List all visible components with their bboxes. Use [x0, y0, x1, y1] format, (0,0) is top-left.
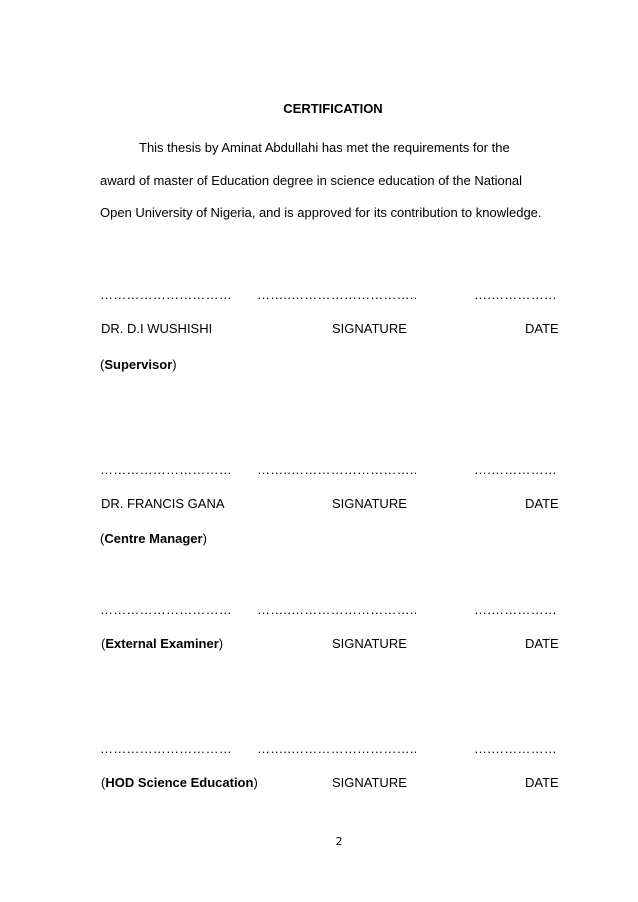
- role-text: Centre Manager: [104, 531, 203, 546]
- signature-line-signature: ……..………………………..: [257, 741, 418, 756]
- paragraph-line-2: award of master of Education degree in science education of the National: [100, 173, 523, 188]
- signature-label: SIGNATURE: [332, 636, 407, 651]
- signature-line-date: ….……………: [474, 602, 558, 617]
- signatory-name: DR. FRANCIS GANA: [101, 496, 225, 511]
- role-open-paren: (: [100, 357, 105, 372]
- signature-line-name: …………………………: [100, 287, 232, 302]
- signature-label: SIGNATURE: [332, 775, 407, 790]
- role-close-paren: ): [172, 357, 177, 372]
- paragraph-line-3: Open University of Nigeria, and is approved for its contribution to knowledge.: [100, 205, 542, 220]
- role-open-paren: (: [101, 775, 106, 790]
- signature-line-date: ….……………: [474, 741, 558, 756]
- role-open-paren: (: [100, 531, 105, 546]
- role-text: External Examiner: [105, 636, 219, 651]
- page-number: 2: [335, 835, 343, 848]
- role-text: HOD Science Education: [105, 775, 254, 790]
- signatory-role: [101, 775, 258, 790]
- role-text: Supervisor: [104, 357, 173, 372]
- signatory-name: DR. D.I WUSHISHI: [101, 321, 213, 336]
- date-label: DATE: [525, 775, 559, 790]
- role-close-paren: ): [218, 636, 224, 651]
- signature-line-date: ….……………: [474, 287, 558, 302]
- signature-line-signature: ……..………………………..: [257, 602, 418, 617]
- signatory-role: [101, 636, 223, 651]
- page-title: CERTIFICATION: [283, 101, 383, 116]
- signature-line-signature: ……..………………………..: [257, 287, 418, 302]
- signature-line-signature: ……..………………………..: [257, 462, 418, 477]
- date-label: DATE: [525, 636, 559, 651]
- signature-line-date: ….……………: [474, 462, 558, 477]
- signatory-role: [100, 531, 207, 546]
- paragraph-line-1: This thesis by Aminat Abdullahi has met the requirements for the: [139, 140, 510, 155]
- signature-line-name: …………………………: [100, 462, 232, 477]
- role-close-paren: ): [253, 775, 258, 790]
- signature-label: SIGNATURE: [332, 496, 407, 511]
- date-label: DATE: [525, 496, 559, 511]
- date-label: DATE: [525, 321, 559, 336]
- role-close-paren: ): [202, 531, 207, 546]
- signature-line-name: …………………………: [100, 741, 232, 756]
- signatory-role: [100, 357, 177, 372]
- role-open-paren: (: [101, 636, 106, 651]
- signature-line-name: …………………………: [100, 602, 232, 617]
- signature-label: SIGNATURE: [332, 321, 407, 336]
